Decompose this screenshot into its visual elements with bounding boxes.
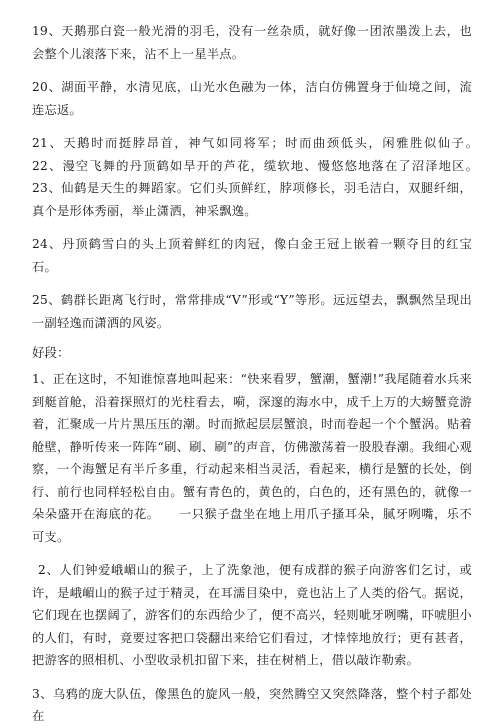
sentence-25: 25、鹤群长距离飞行时，常常排成“V”形或“Y”等形。远远望去，飘飘然呈现出一副轻逸而潇洒的风姿。: [32, 293, 472, 330]
sentence-21-23: 21、天鹅时而挺脖昂首，神气如同将军；时而曲颈低头，闲雅胜似仙子。 22、漫空飞舞的丹顶鹤如旱开的芦花，缆软地、慢悠悠地落在了沼泽地区。 23、仙鹤是天生的舞蹈家。它们头顶鲜红，脖项修长，羽毛洁白，双腿纤细，真个是形体秀丽，举止潇洒，神采飘逸。: [32, 136, 497, 218]
sentence-19: 19、天鹅那白瓷一般光滑的羽毛，没有一丝杂质，就好像一团浓墨泼上去，也会整个儿滚落下来，沾不上一星半点。: [32, 24, 472, 61]
sentence-24: 24、丹顶鹤雪白的头上顶着鲜红的肉冠，像白金王冠上嵌着一颗夺目的红宝石。: [32, 237, 472, 274]
section-heading: 好段：: [32, 345, 70, 360]
sentence-20: 20、湖面平静，水清见底，山光水色融为一体，洁白仿佛置身于仙境之间，流连忘返。: [32, 80, 472, 117]
paragraph-3: 3、乌鸦的庞大队伍，像黑色的旋风一般，突然腾空又突然降落，整个村子都处在: [32, 686, 472, 723]
paragraph-2: 2、人们钟爱峨嵋山的猴子，上了洗象池，便有成群的猴子向游客们乞讨，或许，是峨嵋山的猴子过于精灵，在耳濡目染中，竟也沾上了人类的俗气。据说，它们现在也摆阔了，游客们的东西给少了，便不高兴，轻则呲牙咧嘴，吓唬胆小的人们，有时，竟要过客把口袋翻出来给它们看过，才悻悻地放行；更有甚者，把游客的照相机、小型收录机扣留下来，挂在树梢上，借以敲诈勒索。: [32, 563, 472, 667]
paragraph-1: 1、正在这时，不知谁惊喜地叫起来：“快来看罗，蟹潮，蟹潮!”我尾随着水兵来到艇首舱，沿着探照灯的光柱看去，嗬，深邃的海水中，成千上万的大螃蟹竞游着，汇聚成一片片黑压压的潮。时而掀起层层蟹浪，时而卷起一个个蟹涡。贴着舱壁，静听传来一阵阵“刷、刷、刷”的声音，仿佛激荡着一股股春潮。我细心观察，一个海蟹足有半斤多重，行动起来相当灵活，看起来，横行是蟹的长处，倒行、前行也同样轻松自由。蟹有青色的，黄色的，白色的，还有黑色的，就像一朵朵盛开在海底的花。 一只猴子盘坐在地上用爪子搔耳朵，腻牙咧嘴，乐不可支。: [32, 372, 472, 544]
